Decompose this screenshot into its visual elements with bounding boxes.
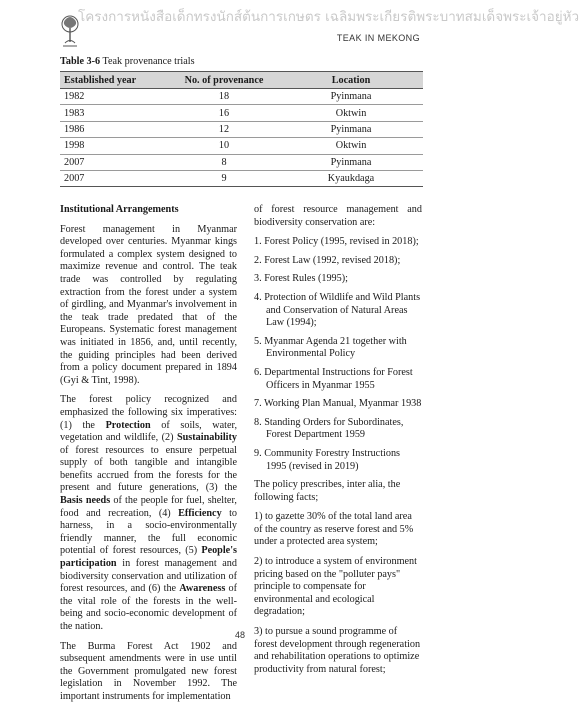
cell-provenance: 10: [169, 138, 279, 154]
policy-fact: 1) to gazette 30% of the total land area of the country as reserve forest and 5% under a protected area system;: [254, 511, 414, 548]
cell-provenance: 16: [169, 105, 279, 121]
list-item: 1. Forest Policy (1995, revised in 2018);: [254, 236, 419, 248]
cell-location: Kyaukdaga: [279, 170, 423, 186]
cell-provenance: 8: [169, 154, 279, 170]
table-caption: [60, 56, 195, 67]
list-item: 7. Working Plan Manual, Myanmar 1938: [254, 398, 422, 410]
header-location: Location: [279, 72, 423, 89]
list-item: 6. Departmental Instructions for Forest Officers in Myanmar 1955: [254, 366, 413, 391]
text-run: of soils, water, vegetation and wildlife, (2): [60, 419, 238, 444]
list-item: 3. Forest Rules (1995);: [254, 273, 348, 285]
policy-fact: 2) to introduce a system of environment pricing based on the "polluter pays" principle to compensate for environmental and ecological degradation;: [254, 556, 417, 618]
paragraph-instruments-intro: of forest resource management and biodiversity conservation are:: [254, 204, 422, 228]
table-row: [60, 138, 423, 154]
bold-term: Basis needs: [60, 495, 111, 507]
paragraph-policy-intro: The policy prescribes, inter alia, the following facts;: [254, 479, 401, 503]
list-item: 5. Myanmar Agenda 21 together with Environmental Policy: [254, 335, 407, 360]
list-item: 4. Protection of Wildlife and Wild Plants and Conservation of Natural Areas Law (1994);: [254, 291, 421, 329]
table-caption-label: Table 3-6: [60, 56, 101, 67]
cell-year: 1982: [60, 89, 169, 105]
cell-year: 1986: [60, 121, 169, 137]
text-run: of forest resources to ensure perpetual supply of both tangible and intangible benefits accrued from the forests for the present and future generations, (3) the: [60, 444, 237, 494]
bold-term: People's participation: [60, 545, 237, 570]
cell-year: 2007: [60, 154, 169, 170]
section-heading: Institutional Arrangements: [60, 204, 179, 215]
paragraph-imperatives: [60, 394, 237, 633]
text-run: The forest policy recognized and emphasized the following six imperatives: (1) the: [60, 394, 237, 431]
text-run: of the vital role of the forests in the well-being and socio-economic development of the nation.: [60, 583, 237, 632]
cell-provenance: 12: [169, 121, 279, 137]
paragraph-forest-act: The Burma Forest Act 1902 and subsequent amendments were in use until the Government promulgated new forest legislation in November 1992. The important instruments for implementation: [60, 640, 237, 702]
table-row: [60, 154, 423, 170]
table-header-row: [60, 72, 423, 89]
table-row: [60, 170, 423, 186]
policy-fact: 3) to pursue a sound programme of forest development through regeneration and rehabilitation operations to optimize productivity from natural forest;: [254, 626, 421, 675]
table-row: [60, 105, 423, 121]
page-number: 48: [234, 630, 245, 640]
cell-location: Pyinmana: [279, 89, 423, 105]
cell-year: 2007: [60, 170, 169, 186]
table-row: [60, 121, 423, 137]
cell-location: Oktwin: [279, 105, 423, 121]
bold-term: Protection: [105, 419, 151, 431]
list-item: 8. Standing Orders for Subordinates, Forest Department 1959: [254, 416, 404, 441]
cell-location: Oktwin: [279, 138, 423, 154]
right-column: [254, 204, 422, 683]
text-run: to harness, in a socio-environmentally friendly manner, the full economic potential of forest resources, (5): [60, 507, 237, 557]
table-row: [60, 89, 423, 105]
cell-location: Pyinmana: [279, 154, 423, 170]
watermark-text: โครงการหนังสือเด็กทรงนักส์ต้นการเกษตร เฉลิมพระเกียรติพระบาทสมเด็จพระเจ้าอยู่หัว: [78, 9, 579, 25]
provenance-table: [60, 71, 423, 187]
text-run: of the people for fuel, shelter, food and recreation, (4): [60, 495, 237, 519]
cell-year: 1998: [60, 138, 169, 154]
cell-location: Pyinmana: [279, 121, 423, 137]
paragraph-history: Forest management in Myanmar developed over centuries. Myanmar kings formulated a complex system designed to maximize revenue and control. The teak trade was controlled by regulating extraction from the forest under a system of girdling, and Myanmar's involvement in the teak trade predated that of the Europeans. Systematic forest management was initiated in 1856, and, until recently, the guiding principles had been derived from a policy document prepared in 1894 (Gyi & Tint, 1998).: [60, 223, 237, 386]
running-header: TEAK IN MEKONG: [336, 33, 420, 43]
header-no-of-provenance: No. of provenance: [169, 72, 279, 89]
text-run: in forest management and biodiversity conservation and utilization of forest resources, and (6) the: [60, 558, 237, 595]
header-established-year: Established year: [60, 72, 169, 89]
bold-term: Awareness: [179, 583, 226, 595]
bold-term: Efficiency: [178, 507, 222, 519]
instruments-list: [254, 236, 422, 473]
cell-year: 1983: [60, 105, 169, 121]
list-item: 2. Forest Law (1992, revised 2018);: [254, 254, 401, 266]
list-item: 9. Community Forestry Instructions 1995 (revised in 2019): [254, 447, 401, 472]
table-caption-text: Teak provenance trials: [100, 56, 195, 67]
bold-term: Sustainability: [176, 432, 237, 444]
tree-logo-icon: [57, 14, 83, 48]
cell-provenance: 18: [169, 89, 279, 105]
cell-provenance: 9: [169, 170, 279, 186]
